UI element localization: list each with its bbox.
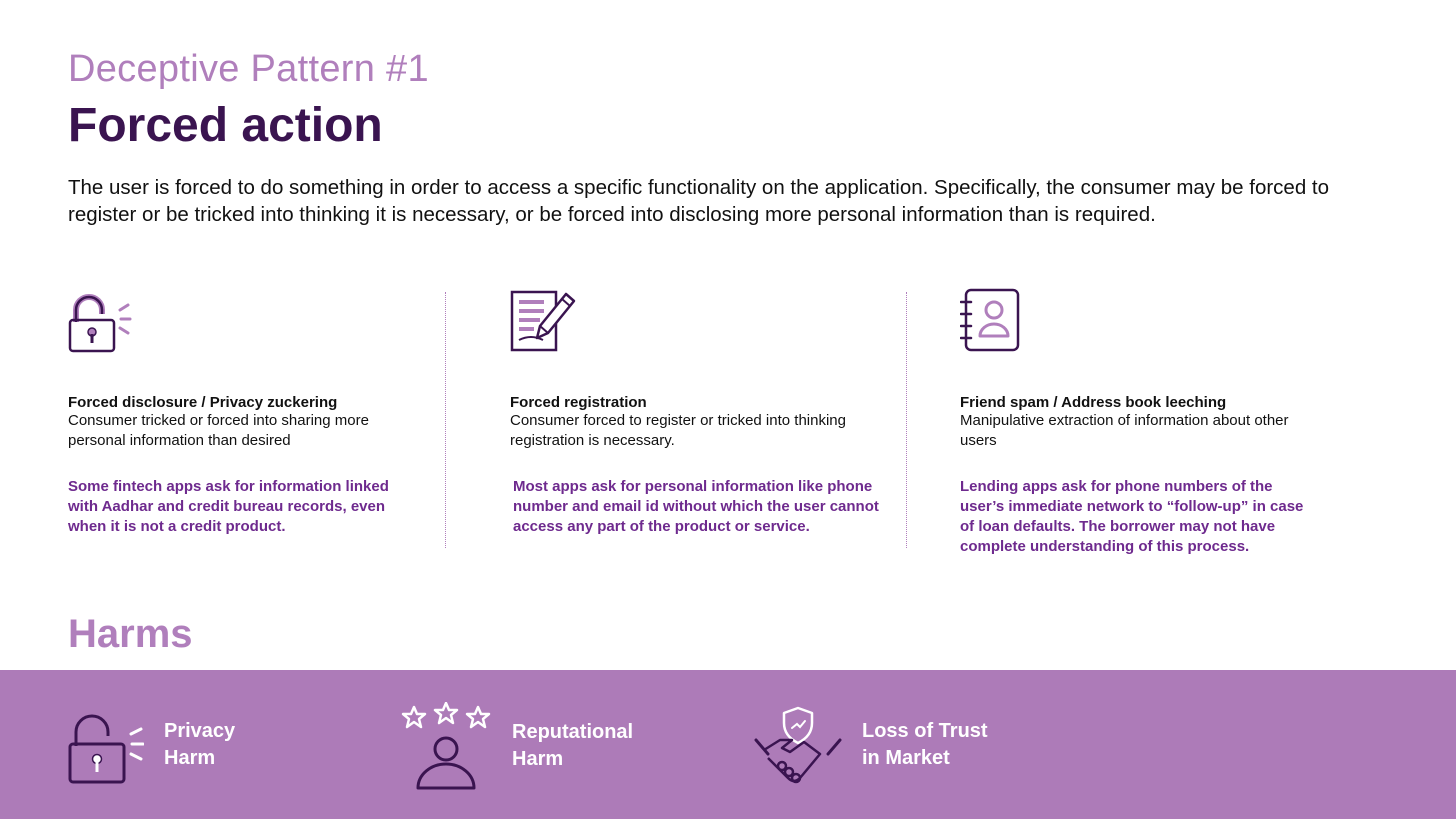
harm-label-line1: Reputational xyxy=(512,721,634,743)
column-heading: Friend spam / Address book leeching xyxy=(960,394,1227,411)
person-stars-icon xyxy=(400,702,492,790)
harms-title: Harms xyxy=(68,612,193,656)
harm-label-line2: Harm xyxy=(512,748,564,770)
column-example: Lending apps ask for phone numbers of the user’s immediate network to “follow-up” in case of loan defaults. The borrower may not have complete understanding of this process. xyxy=(960,478,1304,555)
harm-label xyxy=(512,719,662,773)
column-forced-disclosure xyxy=(68,288,408,537)
column-heading: Forced registration xyxy=(510,394,647,411)
column-description: Consumer tricked or forced into sharing more personal information than desired xyxy=(68,412,369,449)
column-forced-registration xyxy=(510,288,880,537)
harm-reputational xyxy=(400,702,662,790)
column-description: Consumer forced to register or tricked into thinking registration is necessary. xyxy=(510,412,846,449)
unlocked-padlock-icon xyxy=(68,288,134,354)
intro-paragraph: The user is forced to do something in order to access a specific functionality on the application. Specifically, the consumer may be forced to register or be tricked into thinking it is necessary, or be forced into disclosing more personal information than is required. xyxy=(68,176,1330,226)
handshake-shield-icon xyxy=(754,706,842,784)
column-heading: Forced disclosure / Privacy zuckering xyxy=(68,394,338,411)
column-description: Manipulative extraction of information about other users xyxy=(960,412,1289,449)
column-example: Most apps ask for personal information like phone number and email id without which the user cannot access any part of the product or service. xyxy=(513,478,879,535)
address-book-icon xyxy=(960,288,1026,354)
harm-label-line2: in Market xyxy=(862,747,950,769)
document-pen-icon xyxy=(510,288,576,354)
column-divider xyxy=(445,292,446,548)
eyebrow-title: Deceptive Pattern #1 xyxy=(68,48,429,90)
page-title: Forced action xyxy=(68,99,383,152)
column-example: Some fintech apps ask for information linked with Aadhar and credit bureau records, even when it is not a credit product. xyxy=(68,478,389,535)
harm-loss-of-trust xyxy=(754,706,992,784)
harm-privacy xyxy=(68,706,294,784)
harm-label xyxy=(164,718,294,772)
harm-label-line1: Loss of Trust xyxy=(862,720,988,742)
column-friend-spam xyxy=(960,288,1320,557)
harm-label-line2: Harm xyxy=(164,747,216,769)
harms-band xyxy=(0,670,1456,819)
harm-label xyxy=(862,718,992,772)
column-divider xyxy=(906,292,907,548)
harm-label-line1: Privacy xyxy=(164,720,236,742)
unlocked-padlock-icon xyxy=(68,706,144,784)
